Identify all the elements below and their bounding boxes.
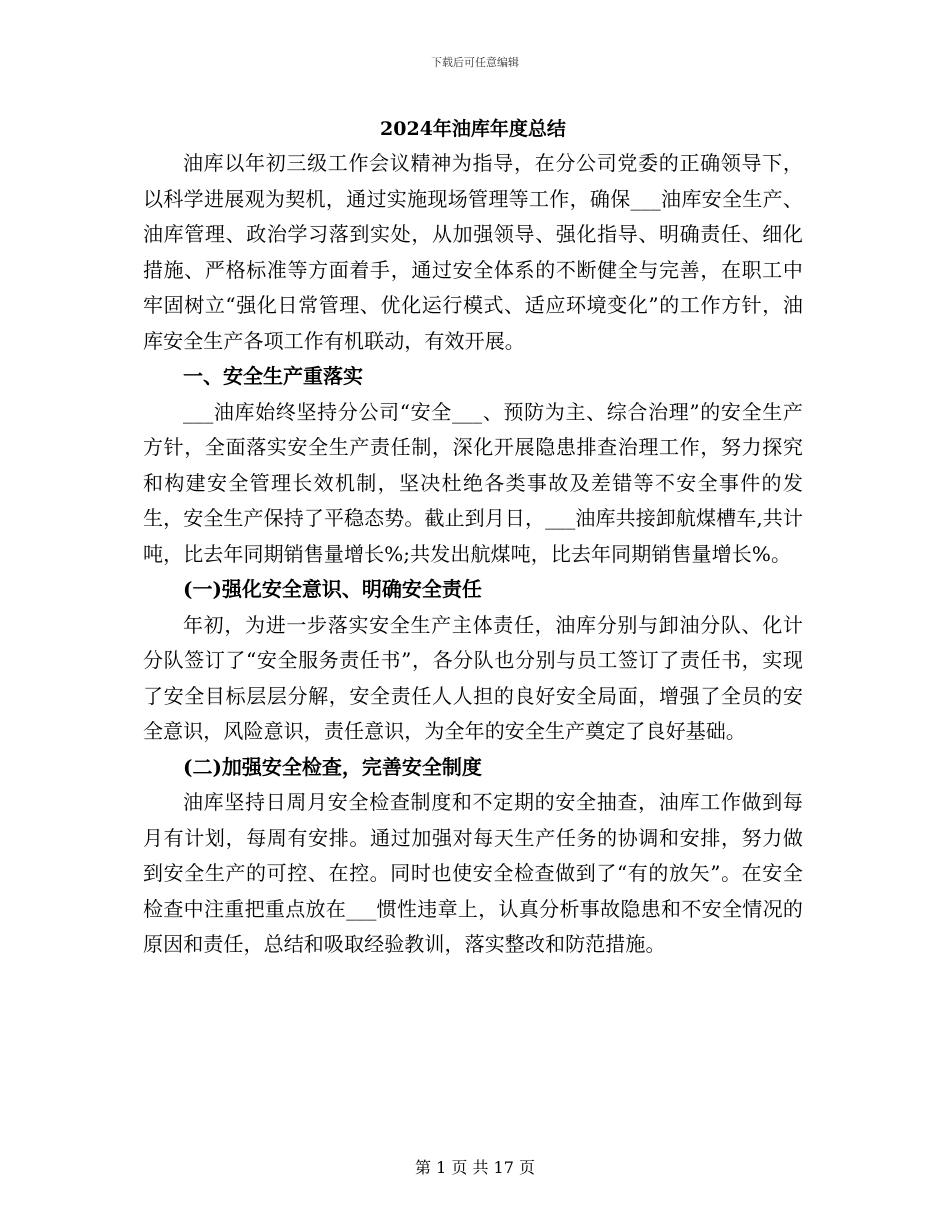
section-paragraph: ___油库始终坚持分公司“安全___、预防为主、综合治理”的安全生产方针，全面落实安全生产责任制，深化开展隐患排查治理工作，努力探究和构建安全管理长效机制，坚决杜绝各类事故及差错等不安全事件的发生，安全生产保持了平稳态势。截止到月日，___油库共接卸航煤槽车,共计吨，比去年同期销售量增长%;共发出航煤吨，比去年同期销售量增长%。	[143, 399, 803, 566]
subsection-paragraph: 年初，为进一步落实安全生产主体责任，油库分别与卸油分队、化计分队签订了“安全服务责任书”，各分队也分别与员工签订了责任书，实现了安全目标层层分解，安全责任人人担的良好安全局面，增强了全员的安全意识，风险意识，责任意识，为全年的安全生产奠定了良好基础。	[143, 612, 803, 743]
subsection-heading: (二)加强安全检查，完善安全制度	[183, 754, 482, 779]
page-number: 第 1 页 共 17 页	[415, 1158, 535, 1177]
document-body	[143, 112, 803, 963]
header-note: 下载后可任意编辑	[431, 56, 519, 69]
intro-paragraph: 油库以年初三级工作会议精神为指导，在分公司党委的正确领导下，以科学进展观为契机，通过实施现场管理等工作，确保___油库安全生产、油库管理、政治学习落到实处，从加强领导、强化指导、明确责任、细化措施、严格标准等方面着手，通过安全体系的不断健全与完善，在职工中牢固树立“强化日常管理、优化运行模式、适应环境变化”的工作方针，油库安全生产各项工作有机联动，有效开展。	[143, 151, 803, 353]
subsection-paragraph: 油库坚持日周月安全检查制度和不定期的安全抽查，油库工作做到每月有计划，每周有安排。通过加强对每天生产任务的协调和安排，努力做到安全生产的可控、在控。同时也使安全检查做到了“有的放矢”。在安全检查中注重把重点放在___惯性违章上，认真分析事故隐患和不安全情况的原因和责任，总结和吸取经验教训，落实整改和防范措施。	[143, 790, 803, 956]
section-heading: 一、安全生产重落实	[183, 364, 363, 388]
subsection-heading: (一)强化安全意识、明确安全责任	[183, 577, 482, 601]
document-title: 2024年油库年度总结	[380, 118, 566, 140]
